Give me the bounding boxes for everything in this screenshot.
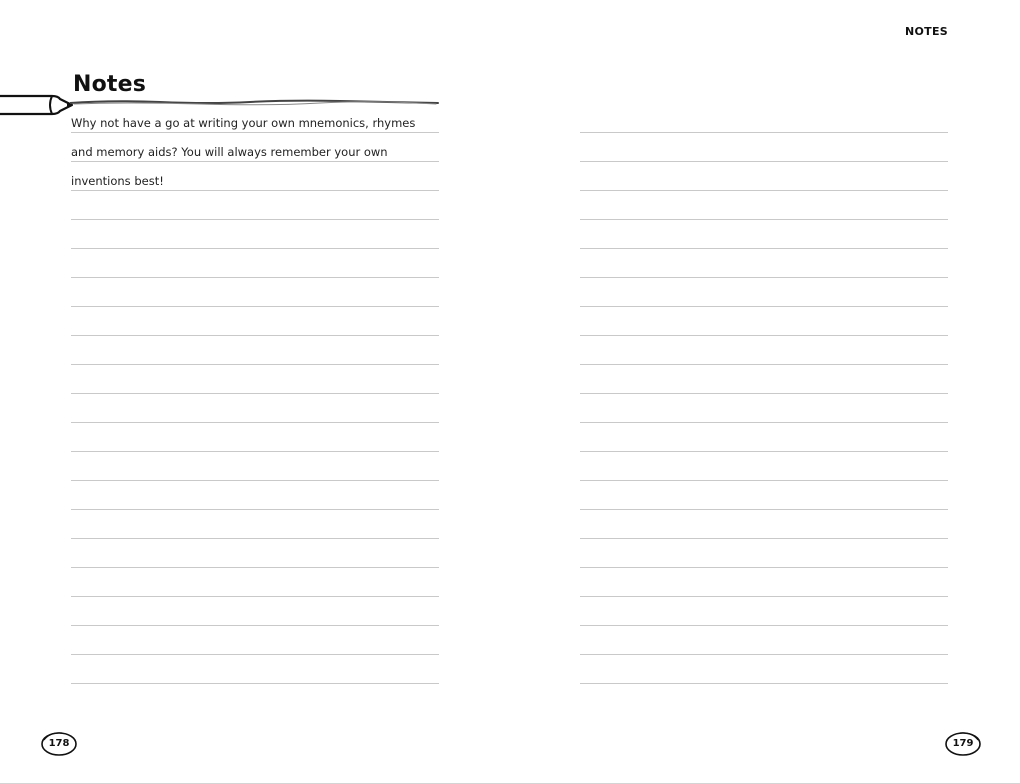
writing-line: [580, 104, 948, 133]
writing-line: [580, 423, 948, 452]
writing-line: [71, 568, 439, 597]
pencil-icon: [0, 92, 76, 118]
writing-line: [580, 481, 948, 510]
intro-line: [71, 133, 439, 162]
writing-line: [580, 133, 948, 162]
writing-line: [580, 597, 948, 626]
writing-line: [580, 365, 948, 394]
page-number-text: 179: [952, 738, 974, 749]
writing-line: [580, 626, 948, 655]
writing-line: [71, 220, 439, 249]
writing-line: [580, 220, 948, 249]
writing-line: [71, 539, 439, 568]
writing-line: [71, 452, 439, 481]
writing-line: [580, 307, 948, 336]
writing-line: [580, 191, 948, 220]
writing-line: [71, 481, 439, 510]
intro-text: inventions best!: [71, 174, 164, 188]
page-number-text: 178: [48, 738, 70, 749]
writing-line: [580, 568, 948, 597]
writing-line: [71, 249, 439, 278]
intro-text: and memory aids? You will always remember your own: [71, 145, 388, 159]
writing-line: [580, 336, 948, 365]
writing-line: [71, 510, 439, 539]
page-number-left: [40, 730, 78, 758]
writing-line: [580, 249, 948, 278]
left-writing-lines: [71, 104, 439, 684]
intro-line: [71, 162, 439, 191]
writing-line: [580, 655, 948, 684]
writing-line: [580, 162, 948, 191]
intro-text: Why not have a go at writing your own mnemonics, rhymes: [71, 116, 416, 130]
writing-line: [71, 191, 439, 220]
writing-line: [71, 307, 439, 336]
running-head: NOTES: [905, 25, 948, 38]
page-number-right: [944, 730, 982, 758]
writing-line: [580, 539, 948, 568]
writing-line: [71, 597, 439, 626]
writing-line: [71, 365, 439, 394]
right-writing-lines: [580, 104, 948, 684]
writing-line: [71, 626, 439, 655]
intro-line: [71, 104, 439, 133]
writing-line: [580, 452, 948, 481]
writing-line: [580, 278, 948, 307]
writing-line: [71, 336, 439, 365]
writing-line: [71, 423, 439, 452]
writing-line: [71, 278, 439, 307]
writing-line: [71, 394, 439, 423]
writing-line: [580, 510, 948, 539]
writing-line: [580, 394, 948, 423]
page-title: Notes: [73, 72, 147, 97]
writing-line: [71, 655, 439, 684]
